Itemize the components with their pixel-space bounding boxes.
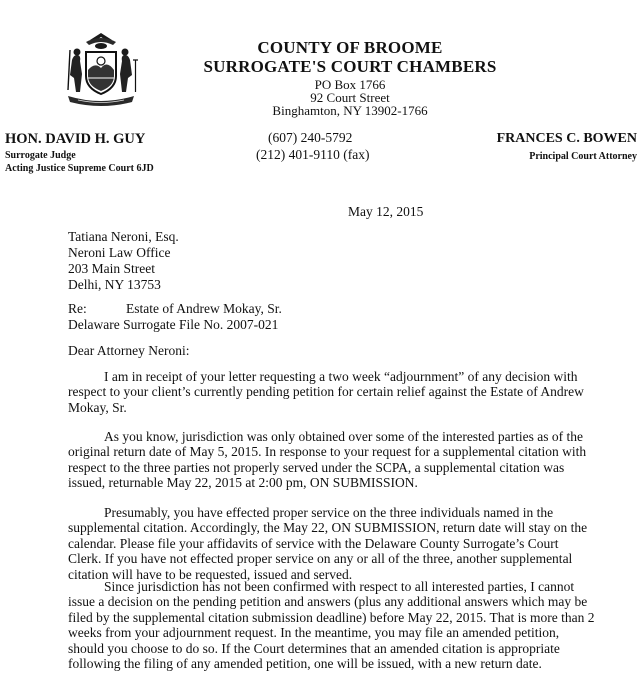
paragraph-line: filed by the supplemental citation submission deadline) before May 22, 2015. That is more than 2 <box>68 609 595 625</box>
paragraph-line: respect to your client’s currently pending petition for certain relief against the Estate of Andrew <box>68 384 584 400</box>
paragraph-line: Mokay, Sr. <box>68 399 127 415</box>
county-name: COUNTY OF BROOME <box>257 38 443 57</box>
city-state-zip: Binghamton, NY 13902-1766 <box>272 103 428 118</box>
paragraph-line: respect to the three parties not properly served under the SCPA, a supplemental citation was <box>68 459 565 475</box>
paragraph-line: supplemental citation. Accordingly, the May 22, ON SUBMISSION, return date will stay on the <box>68 520 588 536</box>
paragraph-line: Presumably, you have effected proper service on the three individuals named in the <box>104 505 554 520</box>
recipient-line: Delhi, NY 13753 <box>68 277 161 292</box>
paragraph-line: Since jurisdiction has not been confirmed with respect to all interested parties, I cannot <box>104 579 575 594</box>
letter-date: May 12, 2015 <box>348 204 424 219</box>
paragraph <box>68 505 628 582</box>
paragraph-line: I am in receipt of your letter requesting a two week “adjournment” of any decision with <box>104 369 578 384</box>
paragraph-line: citation will have to be requested, issued and served. <box>68 566 353 582</box>
paragraph <box>68 579 628 671</box>
phone-number: (607) 240-5792 <box>268 130 353 145</box>
paragraph <box>68 369 628 415</box>
court-attorney-name: FRANCES C. BOWEN <box>496 131 637 146</box>
paragraph-line: issue a decision on the pending petition and answers (plus any additional answers which may be <box>68 594 588 610</box>
salutation: Dear Attorney Neroni: <box>68 343 190 358</box>
judge-title: Surrogate Judge <box>5 150 76 161</box>
paragraph-line: weeks from your adjournment request. In the meantime, you may file an amended petition, <box>68 625 560 641</box>
new-york-state-seal-icon <box>60 30 142 110</box>
recipient-address <box>68 229 179 293</box>
re-label: Re: <box>68 301 87 316</box>
recipient-line: 203 Main Street <box>68 261 155 276</box>
court-attorney-title: Principal Court Attorney <box>529 151 637 162</box>
judge-title-secondary: Acting Justice Supreme Court 6JD <box>5 163 154 174</box>
paragraph-line: As you know, jurisdiction was only obtained over some of the interested parties as of the <box>104 429 584 444</box>
paragraph-line: calendar. Please file your affidavits of service with the Delaware County Surrogate’s Court <box>68 535 559 551</box>
paragraph-line: Clerk. If you have not effected proper service on any or all of the three, another supplemental <box>68 551 573 567</box>
judge-name: HON. DAVID H. GUY <box>5 131 146 147</box>
recipient-line: Tatiana Neroni, Esq. <box>68 229 179 244</box>
fax-number: (212) 401-9110 (fax) <box>256 147 370 162</box>
po-box: PO Box 1766 <box>314 77 386 92</box>
court-chambers: SURROGATE'S COURT CHAMBERS <box>203 57 497 76</box>
paragraph <box>68 429 628 491</box>
re-subject: Estate of Andrew Mokay, Sr. <box>126 301 282 316</box>
paragraph-line: original return date of May 5, 2015. In response to your request for a supplemental citation with <box>68 444 587 460</box>
recipient-line: Neroni Law Office <box>68 245 171 260</box>
re-file-number: Delaware Surrogate File No. 2007-021 <box>68 317 279 332</box>
paragraph-line: should you choose to do so. If the Court determines that an amended citation is appropriate <box>68 640 560 656</box>
paragraph-line: following the filing of any amended petition, one will be issued, with a new return date. <box>68 655 542 671</box>
street-address: 92 Court Street <box>310 90 390 105</box>
paragraph-line: issued, returnable May 22, 2015 at 2:00 pm, ON SUBMISSION. <box>68 475 418 491</box>
